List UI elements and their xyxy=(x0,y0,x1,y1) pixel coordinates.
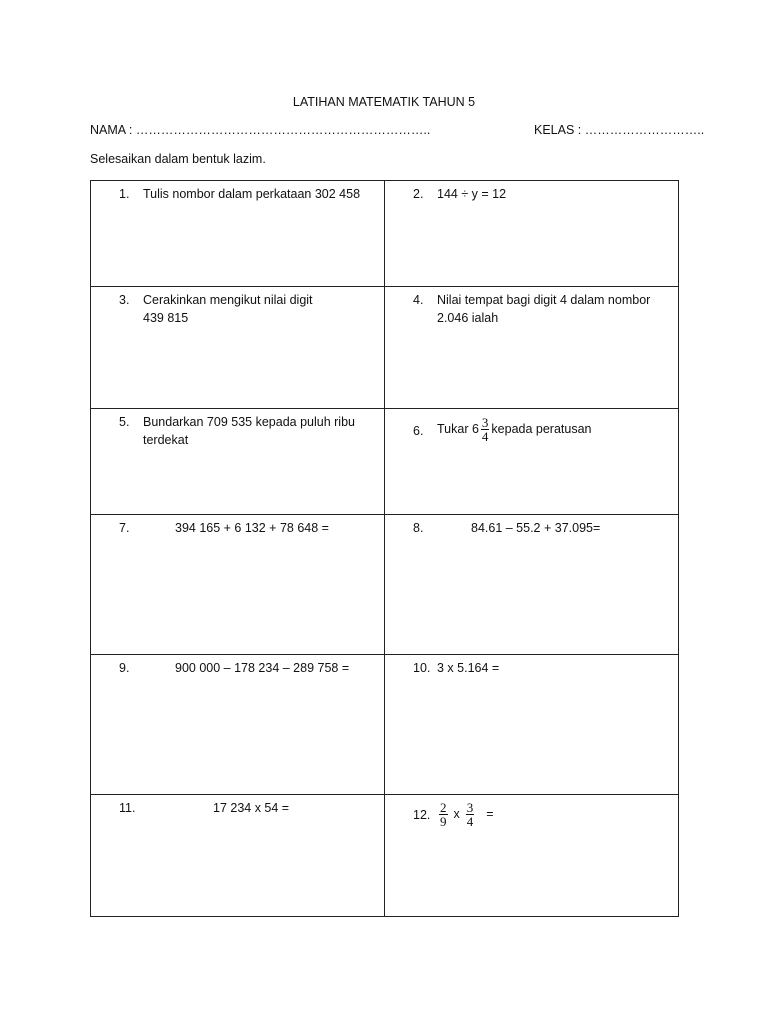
question-cell-6 xyxy=(385,409,679,515)
question-text-line: Nilai tempat bagi digit 4 dalam nombor xyxy=(437,293,651,307)
class-field-label: KELAS : ……………………….. xyxy=(534,123,705,137)
question-number: 11. xyxy=(119,801,136,815)
question-number: 10. xyxy=(413,661,431,675)
question-row xyxy=(91,515,679,655)
question-number: 5. xyxy=(119,415,130,429)
question-expression: 394 165 + 6 132 + 78 648 = xyxy=(175,521,329,535)
question-text: Tukar 6 xyxy=(437,422,479,436)
fraction-numerator: 3 xyxy=(481,414,489,430)
question-cell-4 xyxy=(385,287,679,409)
question-row xyxy=(91,287,679,409)
question-cell-5 xyxy=(91,409,385,515)
question-row xyxy=(91,795,679,917)
question-text: kepada peratusan xyxy=(491,422,592,436)
fraction-denominator: 4 xyxy=(466,813,474,829)
instruction-text: Selesaikan dalam bentuk lazim. xyxy=(90,152,266,166)
question-cell-12 xyxy=(385,795,679,917)
question-expression: 84.61 – 55.2 + 37.095= xyxy=(471,521,601,535)
question-text-line: 2.046 ialah xyxy=(437,311,499,325)
fraction-denominator: 4 xyxy=(481,428,489,444)
fraction-numerator: 3 xyxy=(466,799,474,815)
multiply-operator: x xyxy=(453,807,460,821)
question-number: 4. xyxy=(413,293,424,307)
question-expression: 900 000 – 178 234 – 289 758 = xyxy=(175,661,350,675)
question-number: 8. xyxy=(413,521,424,535)
fraction xyxy=(439,801,448,828)
question-number: 3. xyxy=(119,293,130,307)
question-text-line: 439 815 xyxy=(143,311,189,325)
question-row xyxy=(91,409,679,515)
question-row xyxy=(91,655,679,795)
question-number: 2. xyxy=(413,187,424,201)
fraction-denominator: 9 xyxy=(440,813,447,829)
question-cell-8 xyxy=(385,515,679,655)
fraction xyxy=(466,801,475,828)
question-number: 9. xyxy=(119,661,130,675)
question-text: 144 ÷ y = 12 xyxy=(437,187,507,201)
question-cell-2 xyxy=(385,181,679,287)
question-number: 12. xyxy=(413,808,431,822)
question-expression: 3 x 5.164 = xyxy=(437,661,500,675)
question-number: 6. xyxy=(413,424,424,438)
question-text-line: Cerakinkan mengikut nilai digit xyxy=(143,293,313,307)
question-row xyxy=(91,181,679,287)
question-number: 1. xyxy=(119,187,130,201)
question-expression: 17 234 x 54 = xyxy=(213,801,290,815)
question-cell-10 xyxy=(385,655,679,795)
equals-sign: = xyxy=(486,807,494,821)
name-field-label: NAMA : …………………………………………………………….. xyxy=(90,123,431,137)
question-cell-7 xyxy=(91,515,385,655)
question-text-line: terdekat xyxy=(143,433,189,447)
question-grid xyxy=(90,180,679,917)
fraction-numerator: 2 xyxy=(440,799,447,815)
question-text-line: Bundarkan 709 535 kepada puluh ribu xyxy=(143,415,355,429)
question-cell-3 xyxy=(91,287,385,409)
question-cell-1 xyxy=(91,181,385,287)
mixed-fraction xyxy=(481,416,490,443)
worksheet-title: LATIHAN MATEMATIK TAHUN 5 xyxy=(292,95,476,109)
question-cell-11 xyxy=(91,795,385,917)
question-number: 7. xyxy=(119,521,130,535)
question-cell-9 xyxy=(91,655,385,795)
question-text: Tulis nombor dalam perkataan 302 458 xyxy=(143,187,361,201)
